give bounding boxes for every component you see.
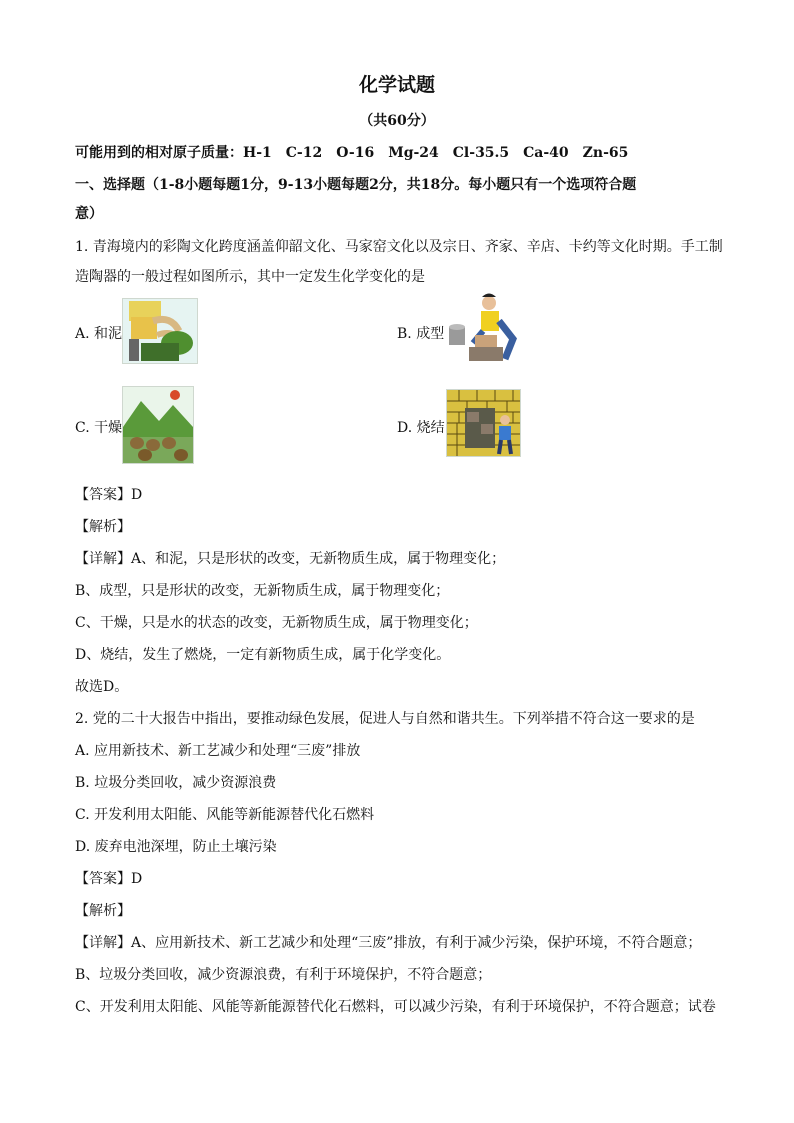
q2-answer: 【答案】D	[75, 871, 143, 887]
q2-analysis-line: 【详解】A、应用新技术、新工艺减少和处理“三废”排放，有利于减少污染，保护环境，不符合题意；	[75, 935, 702, 951]
page-title: 化学试题	[358, 74, 435, 96]
q2-stem: 2. 党的二十大报告中指出，要推动绿色发展，促进人与自然和谐共生。下列举措不符合这一要求的是	[75, 711, 695, 727]
q1-stem-line1: 1. 青海境内的彩陶文化跨度涵盖仰韶文化、马家窑文化以及宗日、齐家、辛店、卡约等文化时期。手工制	[75, 239, 723, 255]
q2-option-c: C. 开发利用太阳能、风能等新能源替代化石燃料	[75, 807, 375, 823]
firing-kiln-image	[446, 389, 521, 457]
q1-analysis-line: B、成型，只是形状的改变，无新物质生成，属于物理变化；	[75, 583, 450, 599]
q1-option-b-label: B. 成型	[397, 326, 445, 342]
page-subtitle: （共60分）	[359, 113, 435, 129]
q2-option-b: B. 垃圾分类回收，减少资源浪费	[75, 775, 277, 791]
q2-option-a: A. 应用新技术、新工艺减少和处理“三废”排放	[75, 743, 361, 759]
drying-pottery-image	[122, 386, 194, 464]
section-heading-line2: 意）	[75, 206, 103, 222]
kneading-clay-image	[122, 298, 198, 364]
q2-analysis-line: B、垃圾分类回收，减少资源浪费，有利于环境保护，不符合题意；	[75, 967, 492, 983]
q1-option-c-label: C. 干燥	[75, 420, 123, 436]
q1-analysis-line: 故选D。	[75, 679, 129, 695]
q1-analysis-line: 【详解】A、和泥，只是形状的改变，无新物质生成，属于物理变化；	[75, 551, 506, 567]
q2-option-d: D. 废弃电池深埋，防止土壤污染	[75, 839, 277, 855]
q1-stem-line2: 造陶器的一般过程如图所示，其中一定发生化学变化的是	[75, 269, 425, 285]
q2-analysis-line: C、开发利用太阳能、风能等新能源替代化石燃料，可以减少污染，有利于环境保护，不符合题意；试卷	[75, 999, 716, 1015]
q2-analysis-heading: 【解析】	[75, 903, 131, 919]
section-heading-line1: 一、选择题（1-8小题每题1分，9-13小题每题2分，共18分。每小题只有一个选项符合题	[75, 177, 637, 193]
atomic-mass-line: 可能用到的相对原子质量：H-1 C-12 O-16 Mg-24 Cl-35.5 Ca-40 Zn-65	[75, 145, 629, 161]
shaping-pottery-image	[447, 291, 529, 363]
q1-analysis-line: D、烧结，发生了燃烧，一定有新物质生成，属于化学变化。	[75, 647, 451, 663]
q1-option-d-label: D. 烧结	[397, 420, 445, 436]
q1-option-a-label: A. 和泥	[75, 326, 123, 342]
q1-analysis-heading: 【解析】	[75, 519, 131, 535]
q1-analysis-line: C、干燥，只是水的状态的改变，无新物质生成，属于物理变化；	[75, 615, 478, 631]
q1-answer: 【答案】D	[75, 487, 143, 503]
